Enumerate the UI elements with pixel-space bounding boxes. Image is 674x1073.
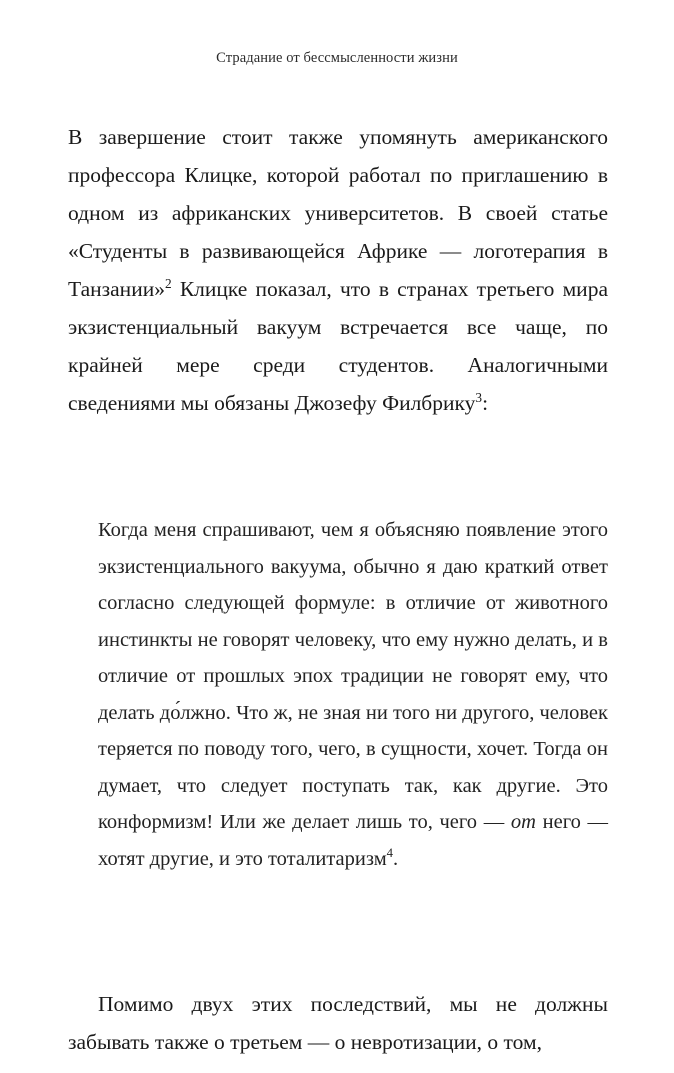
quote-emphasis: от — [510, 811, 536, 833]
main-paragraph — [68, 118, 608, 422]
quote-text-1: Когда меня спрашивают, чем я объясняю появление этого экзистенциального вакуума, обычно я даю краткий ответ согласно следующей формуле: в отличие от животного инстинкты не говорят человеку, что ему нужно делать, и в отличие от прошлых эпох традиции не говорят ему, что делать до́лжно. Что ж, не зная ни того ни другого, человек теряется по поводу того, чего, в сущности, хочет. Тогда он думает, что следует поступать так, как другие. Это конформизм! Или же делает лишь то, чего — — [98, 519, 608, 833]
closing-paragraph-block — [68, 985, 608, 1061]
quote-text-2: него — хотят другие, и это тоталитаризм — [98, 811, 609, 870]
block-quote — [98, 512, 608, 877]
closing-paragraph: Помимо двух этих последствий, мы не должны забывать также о третьем — о невротизации, о том, — [68, 992, 608, 1054]
footnote-marker-4: 4 — [386, 845, 394, 860]
quote-paragraph — [98, 512, 608, 877]
footnote-marker-3: 3 — [475, 389, 483, 405]
footnote-marker-2: 2 — [164, 275, 172, 291]
main-paragraph-block — [68, 118, 608, 422]
main-paragraph-text-3: : — [482, 391, 489, 415]
main-paragraph-text-2: Клицке показал, что в странах третьего мира экзистенциальный вакуум встречается все чаще, по крайней мере среди студентов. Аналогичными сведениями мы обязаны Джозефу Филбрику — [68, 277, 608, 415]
quote-text-3: . — [393, 847, 399, 870]
main-paragraph-text-1: В завершение стоит также упомянуть американского профессора Клицке, которой работал по приглашению в одном из африканских университетов. В своей статье «Студенты в развивающейся Африке — логотерапия в Танзании» — [68, 125, 608, 301]
running-head: Страдание от бессмысленности жизни — [216, 50, 458, 66]
